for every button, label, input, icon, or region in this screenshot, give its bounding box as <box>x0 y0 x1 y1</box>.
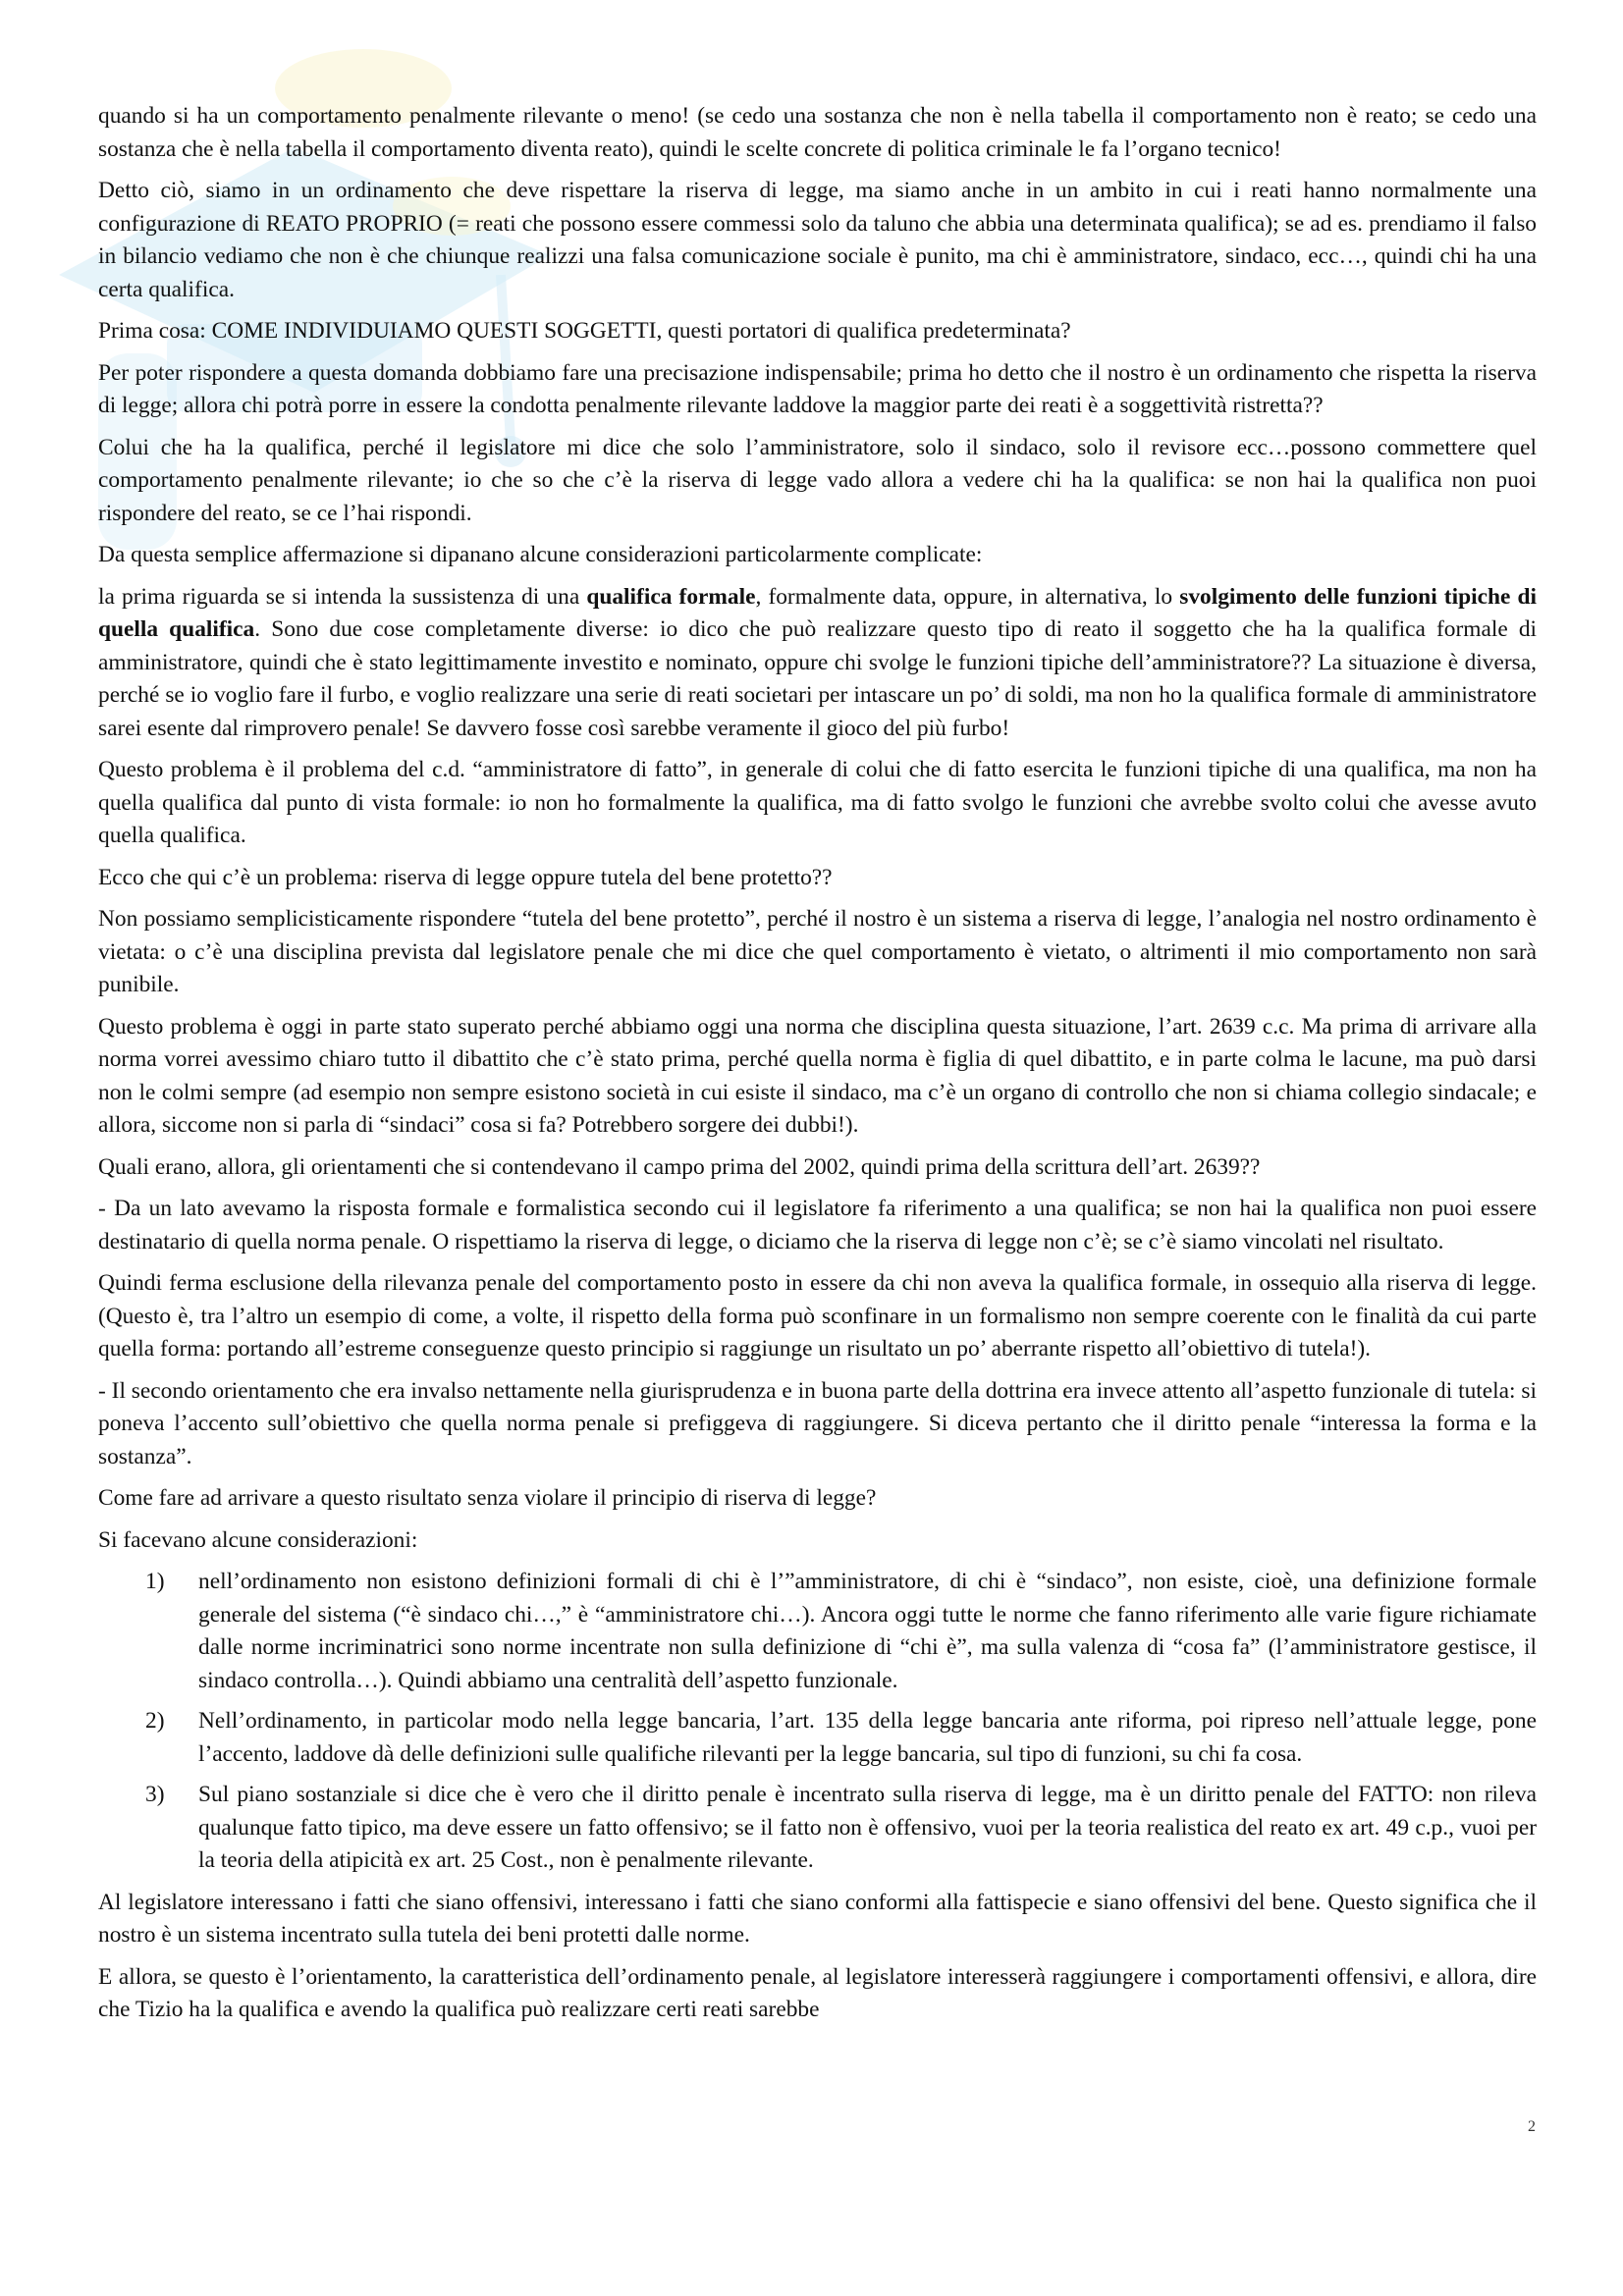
list-item-text: Sul piano sostanziale si dice che è vero che il diritto penale è incentrato sulla riserva di legge, ma è un diritto penale del FATTO: non rileva qualunque fatto tipico, ma deve essere un fatto offensivo; se il fatto non è offensivo, vuoi per la teoria realistica del reato ex art. 49 c.p., vuoi per la teoria della atipicità ex art. 25 Cost., non è penalmente rilevante. <box>198 1782 1537 1873</box>
list-item-text: Nell’ordinamento, in particolar modo nella legge bancaria, l’art. 135 della legge bancaria ante riforma, poi ripreso nell’attuale legge, pone l’accento, laddove dà delle definizioni sulle qualifiche rilevanti per la legge bancaria, sul tipo di funzioni, su chi fa cosa. <box>198 1708 1537 1767</box>
paragraph: quando si ha un comportamento penalmente rilevante o meno! (se cedo una sostanza che non è nella tabella il comportamento non è reato; se cedo una sostanza che è nella tabella il comportamento diventa reato), quindi le scelte concrete di politica criminale le fa l’organo tecnico! <box>98 103 1537 162</box>
paragraph: Quindi ferma esclusione della rilevanza penale del comportamento posto in essere da chi non aveva la qualifica formale, in ossequio alla riserva di legge. (Questo è, tra l’altro un esempio di come, a volte, il rispetto della forma può sconfinare in un formalismo non sempre coerente con le finalità da cui parte quella forma: portando all’estreme conseguenze questo principio si raggiunge un risultato un po’ aberrante rispetto all’obiettivo di tutela!). <box>98 1270 1537 1362</box>
paragraph: Ecco che qui c’è un problema: riserva di legge oppure tutela del bene protetto?? <box>98 864 833 890</box>
paragraph: Quali erano, allora, gli orientamenti che si contendevano il campo prima del 2002, quindi prima della scrittura dell’art. 2639?? <box>98 1153 1261 1180</box>
list-item-text: nell’ordinamento non esistono definizioni formali di chi è l’”amministratore, di chi è “sindaco”, non esiste, cioè, una definizione formale generale del sistema (“è sindaco chi…,” è “amministratore chi…). Ancora oggi tutte le norme che fanno riferimento alle varie figure richiamate dalle norme incriminatrici sono norme incentrate non sulla definizione di “chi è”, ma sulla valenza di “cosa fa” (l’amministratore gestisce, il sindaco controlla…). Quindi abbiamo una centralità dell’aspetto funzionale. <box>198 1569 1537 1693</box>
paragraph: Si facevano alcune considerazioni: <box>98 1526 418 1553</box>
list-number: 1) <box>145 1569 165 1594</box>
bold-term-qualifica-formale: qualifica formale <box>586 583 756 610</box>
paragraph: - Il secondo orientamento che era invalso nettamente nella giurisprudenza e in buona parte della dottrina era invece attento all’aspetto funzionale di tutela: si poneva l’accento sull’obiettivo che quella norma penale si prefiggeva di raggiungere. Si diceva pertanto che il diritto penale “interessa la forma e la sostanza”. <box>98 1377 1537 1469</box>
paragraph: Detto ciò, siamo in un ordinamento che deve rispettare la riserva di legge, ma siamo anche in un ambito in cui i reati hanno normalmente una configurazione di REATO PROPRIO (= reati che possono essere commessi solo da taluno che abbia una determinata qualifica); se ad es. prendiamo il falso in bilancio vediamo che non è che chiunque realizzi una falsa comunicazione sociale è punito, ma chi è amministratore, sindaco, ecc…, quindi chi ha una certa qualifica. <box>98 178 1537 302</box>
paragraph: Questo problema è oggi in parte stato superato perché abbiamo oggi una norma che disciplina questa situazione, l’art. 2639 c.c. Ma prima di arrivare alla norma vorrei avessimo chiaro tutto il dibattito che c’è stato prima, perché quella norma è figlia di quel dibattito, e in parte colma le lacune, ma può darsi non le colmi sempre (ad esempio non sempre esistono società in cui esiste il sindaco, ma c’è un organo di controllo che non si chiama collegio sindacale; e allora, siccome non si parla di “sindaci” cosa si fa? Potrebbero sorgere dei dubbi!). <box>98 1013 1537 1138</box>
list-item <box>98 1566 1537 1697</box>
list-item <box>98 1705 1537 1771</box>
paragraph: Questo problema è il problema del c.d. “amministratore di fatto”, in generale di colui che di fatto esercita le funzioni tipiche di una qualifica, ma non ha quella qualifica dal punto di vista formale: io non ho formalmente la qualifica, ma di fatto svolgo le funzioni che avrebbe svolto colui che avesse avuto quella qualifica. <box>98 757 1537 848</box>
text-run: . Sono due cose completamente diverse: io dico che può realizzare questo tipo di reato il soggetto che ha la qualifica formale di amministratore, quindi che è stato legittimamente investito e nominato, oppure chi svolge le funzioni tipiche dell’amministratore?? La situazione è diversa, perché se io voglio fare il furbo, e voglio realizzare una serie di reati societari per intascare un po’ di soldi, ma non ho la qualifica formale di amministratore sarei esente dal rimprovero penale! Se davvero fosse così sarebbe veramente il gioco del più furbo! <box>98 616 1538 741</box>
paragraph: E allora, se questo è l’orientamento, la caratteristica dell’ordinamento penale, al legislatore interesserà raggiungere i comportamenti offensivi, e allora, dire che Tizio ha la qualifica e avendo la qualifica può realizzare certi reati sarebbe <box>98 1963 1537 2022</box>
qualifica-paragraph <box>98 581 1537 746</box>
paragraph: Per poter rispondere a questa domanda dobbiamo fare una precisazione indispensabile; prima ho detto che il nostro è un ordinamento che rispetta la riserva di legge; allora chi potrà porre in essere la condotta penalmente rilevante laddove la maggior parte dei reati è a soggettività ristretta?? <box>98 359 1537 418</box>
paragraph: - Da un lato avevamo la risposta formale e formalistica secondo cui il legislatore fa riferimento a una qualifica; se non hai la qualifica non puoi essere destinatario di quella norma penale. O rispettiamo la riserva di legge, o diciamo che la riserva di legge non c’è; se c’è siamo vincolati nel risultato. <box>98 1196 1537 1255</box>
page-number: 2 <box>1528 2118 1536 2135</box>
list-number: 2) <box>145 1708 165 1734</box>
numbered-list <box>98 1566 1537 1878</box>
document-body <box>98 100 1537 2036</box>
text-run: la prima riguarda se si intenda la sussistenza di una <box>98 583 587 610</box>
text-run: , formalmente data, oppure, in alternativa, lo <box>755 583 1180 610</box>
list-number: 3) <box>145 1782 165 1807</box>
paragraph: Colui che ha la qualifica, perché il legislatore mi dice che solo l’amministratore, solo il sindaco, solo il revisore ecc…possono commettere quel comportamento penalmente rilevante; io che so che c’è la riserva di legge vado allora a vedere chi ha la qualifica: se non hai la qualifica non puoi rispondere del reato, se ce l’hai rispondi. <box>98 434 1537 526</box>
paragraph: Come fare ad arrivare a questo risultato senza violare il principio di riserva di legge? <box>98 1485 877 1511</box>
bold-term-svolgimento-funzioni: svolgimento delle funzioni tipiche di quella qualifica <box>98 583 1538 642</box>
paragraph: Non possiamo semplicisticamente rispondere “tutela del bene protetto”, perché il nostro è un sistema a riserva di legge, l’analogia nel nostro ordinamento è vietata: o c’è una disciplina prevista dal legislatore penale che mi dice che quel comportamento è vietato, o altrimenti il mio comportamento non sarà punibile. <box>98 906 1537 997</box>
paragraph: Da questa semplice affermazione si dipanano alcune considerazioni particolarmente complicate: <box>98 542 983 567</box>
paragraph: Prima cosa: COME INDIVIDUIAMO QUESTI SOGGETTI, questi portatori di qualifica predeterminata? <box>98 318 1071 344</box>
paragraph: Al legislatore interessano i fatti che siano offensivi, interessano i fatti che siano conformi alla fattispecie e siano offensivi del bene. Questo significa che il nostro è un sistema incentrato sulla tutela dei beni protetti dalle norme. <box>98 1889 1537 1948</box>
list-item <box>98 1779 1537 1878</box>
